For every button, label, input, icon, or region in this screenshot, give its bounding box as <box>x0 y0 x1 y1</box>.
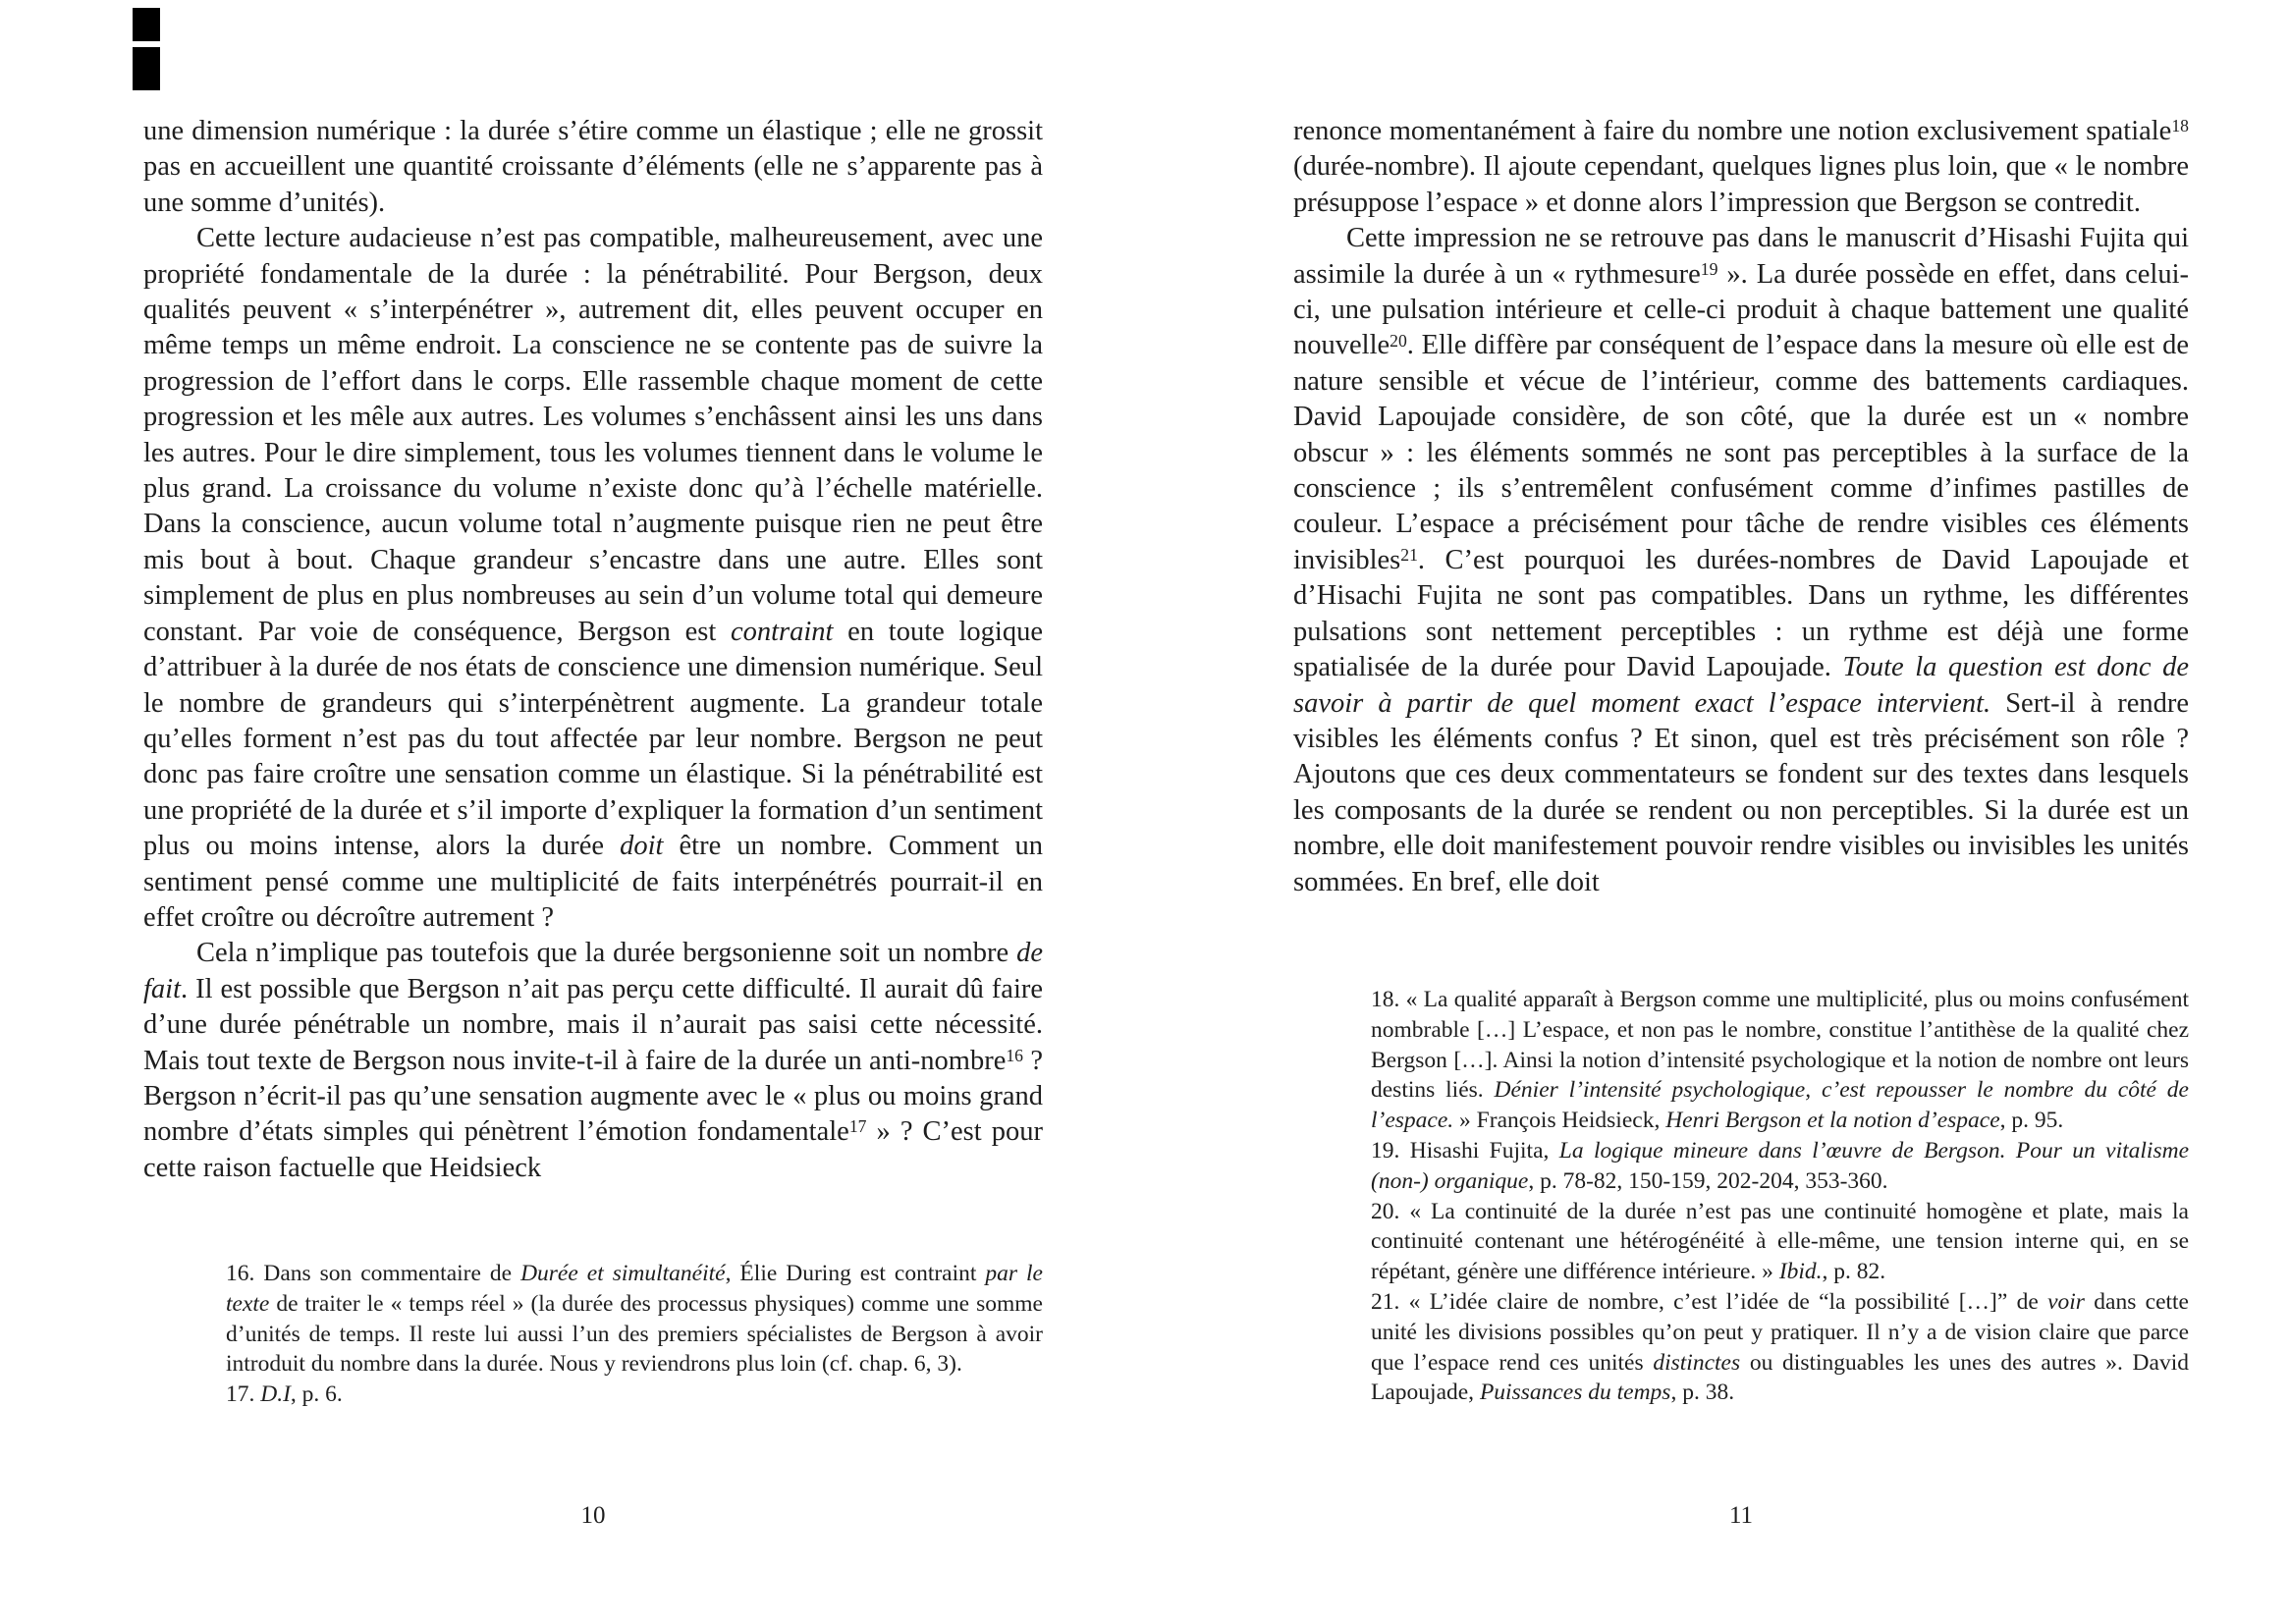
footnote-ref: 18 <box>2171 116 2189 136</box>
left-page-footnotes <box>226 1259 1043 1410</box>
paragraph: 19. Hisashi Fujita, La logique mineure dans l’œuvre de Bergson. Pour un vitalisme (non-) organique, p. 78-82, 150-159, 202-204, 353-360. <box>1371 1137 2189 1194</box>
paragraph: 21. « L’idée claire de nombre, c’est l’idée de “la possibilité […]” de voir dans cette unité les divisions possibles qu’on peut y pratiquer. Il n’y a de vision claire que parce que l’espace rend ces unités distinctes ou distinguables les unes des autres ». David Lapoujade, Puissances du temps, p. 38. <box>1371 1288 2189 1406</box>
footnote-ref: 19 <box>1700 258 1718 279</box>
paragraph: 18. « La qualité apparaît à Bergson comme une multiplicité, plus ou moins confusément nombrable […] L’espace, et non pas le nombre, constitue l’antithèse de la qualité chez Bergson […]. Ainsi la notion d’intensité psychologique et la notion de nombre ont leurs destins liés. Dénier l’intensité psychologique, c’est repousser le nombre du côté de l’espace. » François Heidsieck, Henri Bergson et la notion d’espace, p. 95. <box>1371 987 2189 1134</box>
left-page-number: 10 <box>580 1502 606 1529</box>
registration-mark <box>133 8 160 41</box>
paragraph: 17. D.I, p. 6. <box>226 1381 343 1408</box>
footnote-ref: 16 <box>1006 1045 1023 1065</box>
paragraph: Cela n’implique pas toutefois que la durée bergsonienne soit un nombre de fait. Il est possible que Bergson n’ait pas perçu cette difficulté. Il aurait dû faire d’une durée pénétrable un nombre, mais il n’aurait pas saisi cette nécessité. Mais tout texte de Bergson nous invite-t-il à faire de la durée un anti-nombre$^{16}$ ? Bergson n’écrit-il pas qu’une sensation augmente avec le « plus ou moins grand nombre d’états simples qui pénètrent l’émotion fondamentale$^{17}$ » ? C’est pour cette raison factuelle que Heidsieck <box>143 938 1043 1183</box>
paragraph: 20. « La continuité de la durée n’est pas une continuité homogène et plate, mais la continuité contenant une hétérogénéité à elle-même, une tension interne qui, en se répétant, génère une différence intérieure. » Ibid., p. 82. <box>1371 1198 2189 1285</box>
paragraph: Cette lecture audacieuse n’est pas compatible, malheureusement, avec une propriété fondamentale de la durée : la pénétrabilité. Pour Bergson, deux qualités peuvent « s’interpénétrer », autrement dit, elles peuvent occuper en même temps un même endroit. La conscience ne se contente pas de suivre la progression de l’effort dans le corps. Elle rassemble chaque moment de cette progression et les mêle aux autres. Les volumes s’enchâssent ainsi les uns dans les autres. Pour le dire simplement, tous les volumes tiennent dans le volume le plus grand. La croissance du volume n’existe donc qu’à l’échelle matérielle. Dans la conscience, aucun volume total n’augmente puisque rien ne peut être mis bout à bout. Chaque grandeur s’encastre dans une autre. Elles sont simplement de plus en plus nombreuses au sein d’un volume total qui demeure constant. Par voie de conséquence, Bergson est contraint en toute logique d’attribuer à la durée de nos états de conscience une dimension numérique. Seul le nombre de grandeurs qui s’interpénètrent augmente. La grandeur totale qu’elles forment n’est pas du tout affectée par leur nombre. Bergson ne peut donc pas faire croître une sensation comme un élastique. Si la pénétrabilité est une propriété de la durée et s’il importe d’expliquer la formation d’un sentiment plus ou moins intense, alors la durée doit être un nombre. Comment un sentiment pensé comme une multiplicité de faits interpénétrés pourrait-il en effet croître ou décroître autrement ? <box>143 223 1044 933</box>
paragraph: renonce momentanément à faire du nombre une notion exclusivement spatiale$^{18}$ (durée-nombre). Il ajoute cependant, quelques lignes plus loin, que « le nombre présuppose l’espace » et donne alors l’impression que Bergson se contredit. <box>1293 116 2189 218</box>
right-page-footnotes <box>1371 985 2189 1408</box>
spine-marks <box>133 8 160 90</box>
left-page-body-text <box>143 114 1043 1186</box>
paragraph: une dimension numérique : la durée s’étire comme un élastique ; elle ne grossit pas en accueillent une quantité croissante d’éléments (elle ne s’apparente pas à une somme d’unités). <box>143 116 1043 218</box>
paragraph: Cette impression ne se retrouve pas dans le manuscrit d’Hisashi Fujita qui assimile la durée à un « rythmesure$^{19}$ ». La durée possède en effet, dans celui-ci, une pulsation intérieure et celle-ci produit à chaque battement une qualité nouvelle$^{20}$. Elle diffère par conséquent de l’espace dans la mesure où elle est de nature sensible et vécue de l’intérieur, comme des battements cardiaques. David Lapoujade considère, de son côté, que la durée est un « nombre obscur » : les éléments sommés ne sont pas perceptibles à la surface de la conscience ; ils s’entremêlent confusément comme d’infimes pastilles de couleur. L’espace a précisément pour tâche de rendre visibles ces éléments invisibles$^{21}$. C’est pourquoi les durées-nombres de David Lapoujade et d’Hisachi Fujita ne sont pas compatibles. Dans un rythme, les différentes pulsations sont nettement perceptibles : un rythme est déjà une forme spatialisée de la durée pour David Lapoujade. Toute la question est donc de savoir à partir de quel moment exact l’espace intervient. Sert-il à rendre visibles les éléments confus ? Et sinon, quel est très précisément son rôle ? Ajoutons que ces deux commentateurs se fondent sur des textes dans lesquels les composants de la durée se rendent ou non perceptibles. Si la durée est un nombre, elle doit manifestement pouvoir rendre visibles ou invisibles les unités sommées. En bref, elle doit <box>1293 223 2190 897</box>
footnote-ref: 21 <box>1400 544 1418 565</box>
footnote-ref: 20 <box>1390 330 1407 351</box>
footnote-ref: 17 <box>848 1116 867 1137</box>
right-page-number: 11 <box>1728 1502 1754 1529</box>
registration-mark <box>133 47 160 90</box>
right-page-body-text <box>1293 114 2189 900</box>
paragraph: 16. Dans son commentaire de Durée et simultanéité, Élie During est contraint par le texte de traiter le « temps réel » (la durée des processus physiques) comme une somme d’unités de temps. Il reste lui aussi l’un des premiers spécialistes de Bergson à avoir introduit du nombre dans la durée. Nous y reviendrons plus loin (cf. chap. 6, 3). <box>226 1261 1043 1378</box>
